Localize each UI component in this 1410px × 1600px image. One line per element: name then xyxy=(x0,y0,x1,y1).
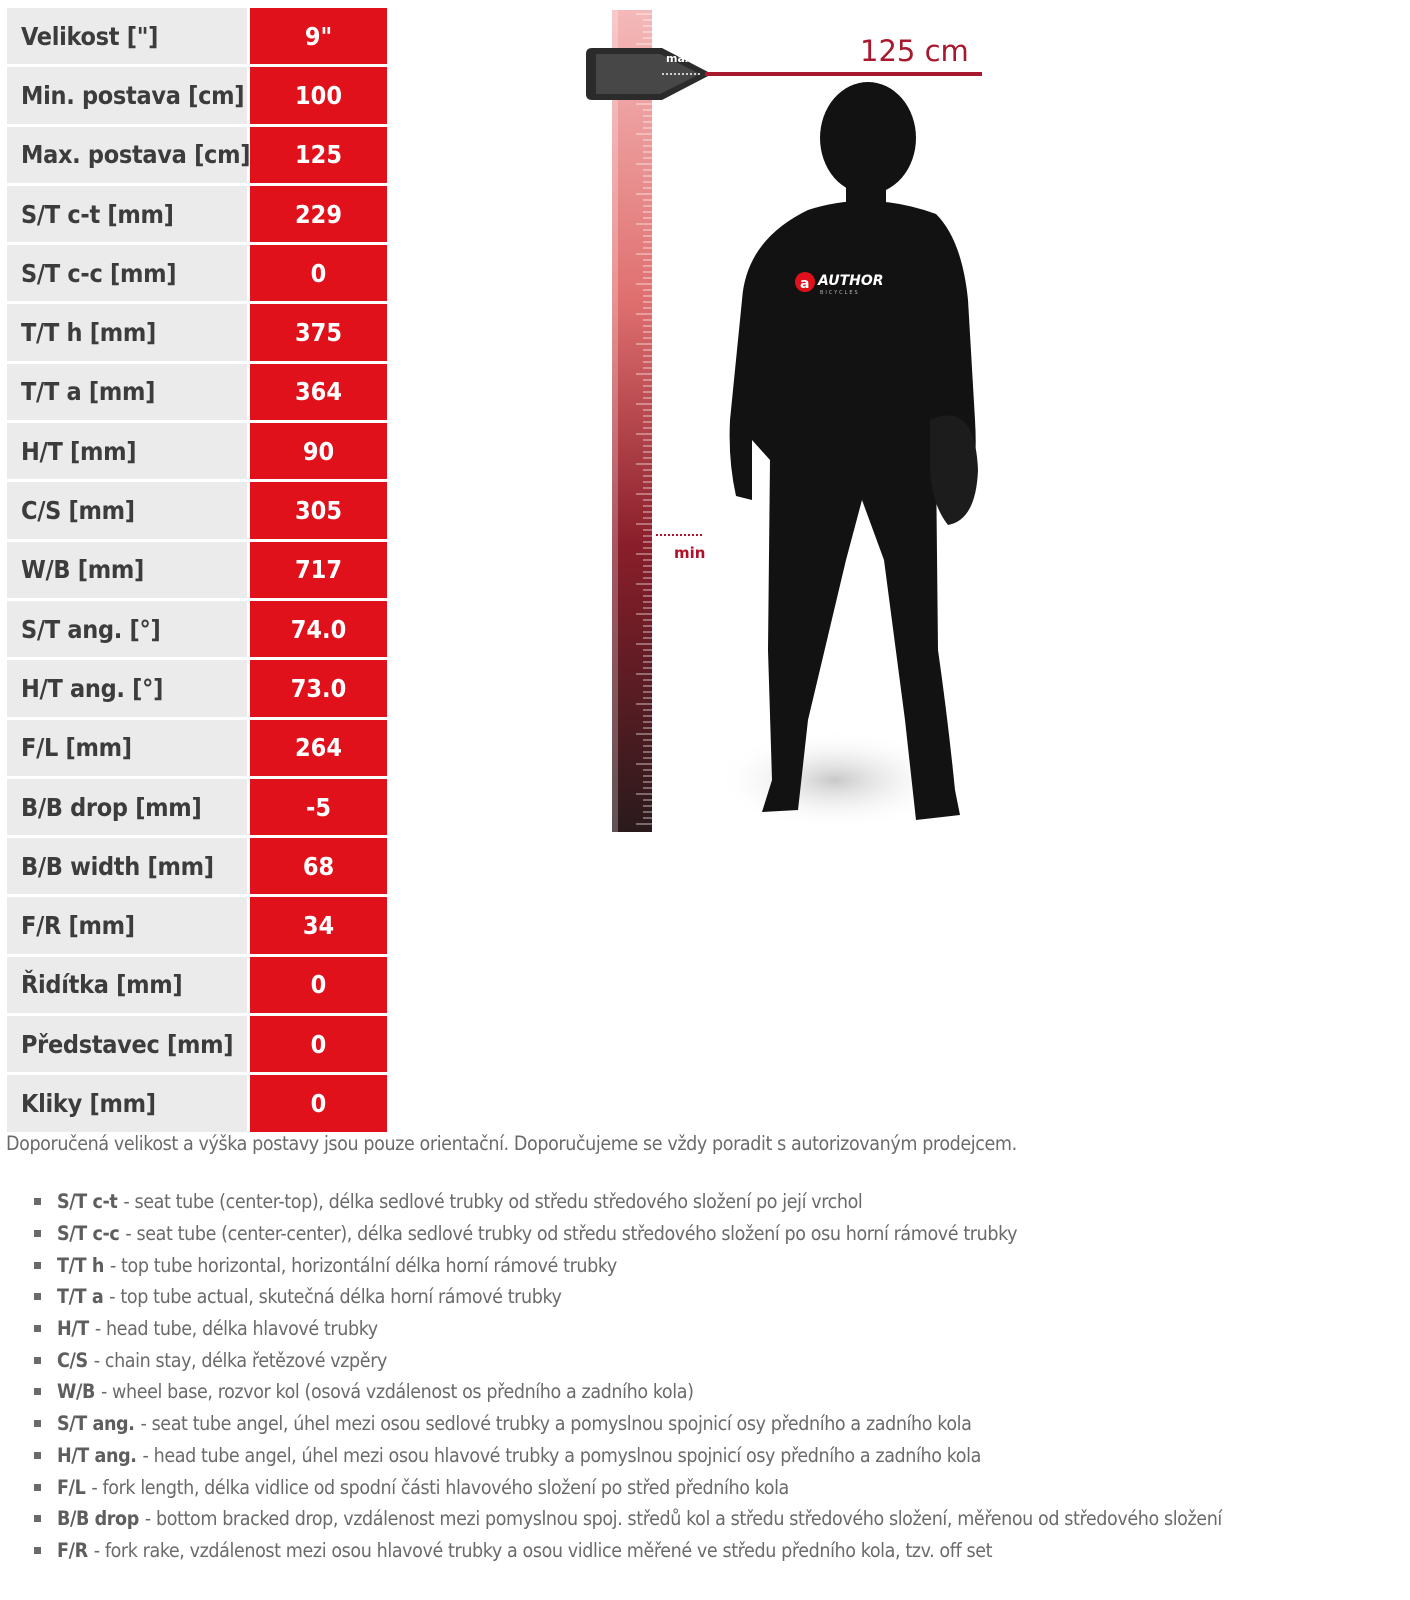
bullet-icon xyxy=(34,1452,41,1459)
row-value: 74.0 xyxy=(250,601,387,660)
legend-abbreviation: S/T c-c xyxy=(57,1222,120,1246)
legend-abbreviation: C/S xyxy=(57,1348,88,1372)
bullet-icon xyxy=(34,1262,41,1269)
row-label: F/L [mm] xyxy=(7,720,250,779)
row-value: 0 xyxy=(250,1016,387,1075)
table-row xyxy=(7,542,390,601)
list-item xyxy=(34,1440,1222,1472)
legend-abbreviation: B/B drop xyxy=(57,1507,139,1531)
table-row xyxy=(7,838,390,897)
table-row xyxy=(7,423,390,482)
table-row xyxy=(7,779,390,838)
list-item xyxy=(34,1249,1222,1281)
min-label: min xyxy=(674,544,706,562)
legend-abbreviation: T/T h xyxy=(57,1253,104,1277)
row-value: 73.0 xyxy=(250,660,387,719)
legend-description: - head tube angel, úhel mezi osou hlavové trubky a pomyslnou spojnicí osy předního a zadního kola xyxy=(142,1443,981,1467)
list-item xyxy=(34,1281,1222,1313)
legend-description: - seat tube angel, úhel mezi osou sedlové trubky a pomyslnou spojnicí osy předního a zadního kola xyxy=(140,1412,972,1436)
row-value: 125 xyxy=(250,127,387,186)
row-label: T/T a [mm] xyxy=(7,364,250,423)
legend-description: - seat tube (center-top), délka sedlové trubky od středu středového složení po její vrchol xyxy=(123,1190,863,1214)
table-row xyxy=(7,1016,390,1075)
table-row xyxy=(7,304,390,363)
legend-abbreviation: S/T c-t xyxy=(57,1190,118,1214)
bullet-icon xyxy=(34,1357,41,1364)
row-value: 305 xyxy=(250,482,387,541)
person-silhouette xyxy=(730,82,978,820)
table-row xyxy=(7,660,390,719)
legend-description: - head tube, délka hlavové trubky xyxy=(94,1317,378,1341)
table-row xyxy=(7,364,390,423)
row-label: H/T ang. [°] xyxy=(7,660,250,719)
row-value: 68 xyxy=(250,838,387,897)
legend-abbreviation: H/T xyxy=(57,1317,89,1341)
row-label: Min. postava [cm] xyxy=(7,67,250,126)
row-value: 717 xyxy=(250,542,387,601)
legend-abbreviation: F/R xyxy=(57,1538,88,1562)
row-label: Velikost ["] xyxy=(7,8,250,67)
bullet-icon xyxy=(34,1515,41,1522)
row-label: F/R [mm] xyxy=(7,897,250,956)
table-row xyxy=(7,897,390,956)
abbreviation-legend xyxy=(34,1186,1222,1566)
legend-abbreviation: T/T a xyxy=(57,1285,104,1309)
table-row xyxy=(7,186,390,245)
svg-text:a: a xyxy=(800,276,810,292)
list-item xyxy=(34,1503,1222,1535)
row-value: 0 xyxy=(250,1075,387,1134)
legend-description: - wheel base, rozvor kol (osová vzdálenost os předního a zadního kola) xyxy=(100,1380,694,1404)
row-value: 100 xyxy=(250,67,387,126)
bullet-icon xyxy=(34,1293,41,1300)
row-value: 90 xyxy=(250,423,387,482)
table-row xyxy=(7,8,390,67)
row-label: C/S [mm] xyxy=(7,482,250,541)
bullet-icon xyxy=(34,1484,41,1491)
row-label: S/T c-c [mm] xyxy=(7,245,250,304)
legend-description: - fork rake, vzdálenost mezi osou hlavové trubky a osou vidlice měřené ve středu předního kola, tzv. off set xyxy=(93,1538,993,1562)
legend-description: - top tube actual, skutečná délka horní rámové trubky xyxy=(109,1285,562,1309)
bullet-icon xyxy=(34,1230,41,1237)
table-row xyxy=(7,1075,390,1134)
list-item xyxy=(34,1471,1222,1503)
row-label: B/B drop [mm] xyxy=(7,779,250,838)
legend-abbreviation: S/T ang. xyxy=(57,1412,135,1436)
list-item xyxy=(34,1218,1222,1250)
row-value: 0 xyxy=(250,957,387,1016)
table-row xyxy=(7,127,390,186)
bullet-icon xyxy=(34,1198,41,1205)
row-value: 9" xyxy=(250,8,387,67)
list-item xyxy=(34,1186,1222,1218)
row-label: S/T c-t [mm] xyxy=(7,186,250,245)
table-row xyxy=(7,67,390,126)
bullet-icon xyxy=(34,1547,41,1554)
disclaimer-text: Doporučená velikost a výška postavy jsou pouze orientační. Doporučujeme se vždy poradit s autorizovaným prodejcem. xyxy=(6,1132,1017,1155)
bullet-icon xyxy=(34,1420,41,1427)
row-label: Max. postava [cm] xyxy=(7,127,250,186)
list-item xyxy=(34,1535,1222,1567)
row-value: 264 xyxy=(250,720,387,779)
list-item xyxy=(34,1313,1222,1345)
list-item xyxy=(34,1376,1222,1408)
height-illustration xyxy=(580,0,1000,840)
legend-abbreviation: F/L xyxy=(57,1475,86,1499)
legend-abbreviation: W/B xyxy=(57,1380,95,1404)
row-label: Představec [mm] xyxy=(7,1016,250,1075)
height-ruler xyxy=(612,10,652,832)
row-label: B/B width [mm] xyxy=(7,838,250,897)
list-item xyxy=(34,1408,1222,1440)
legend-description: - chain stay, délka řetězové vzpěry xyxy=(93,1348,387,1372)
legend-description: - fork length, délka vidlice od spodní části hlavového složení po střed předního kola xyxy=(91,1475,789,1499)
max-height-marker xyxy=(586,48,712,100)
legend-description: - top tube horizontal, horizontální délka horní rámové trubky xyxy=(109,1253,617,1277)
legend-description: - bottom bracked drop, vzdálenost mezi pomyslnou spoj. středů kol a středu středového složení, měřenou od středového složení xyxy=(144,1507,1222,1531)
height-value-label: 125 cm xyxy=(860,34,969,68)
row-value: -5 xyxy=(250,779,387,838)
bullet-icon xyxy=(34,1388,41,1395)
legend-abbreviation: H/T ang. xyxy=(57,1443,137,1467)
row-label: W/B [mm] xyxy=(7,542,250,601)
table-row xyxy=(7,957,390,1016)
geometry-table xyxy=(7,8,390,1135)
table-row xyxy=(7,245,390,304)
row-value: 0 xyxy=(250,245,387,304)
row-label: Kliky [mm] xyxy=(7,1075,250,1134)
row-label: Řidítka [mm] xyxy=(7,957,250,1016)
list-item xyxy=(34,1344,1222,1376)
svg-text:BICYCLES: BICYCLES xyxy=(820,290,860,296)
row-value: 229 xyxy=(250,186,387,245)
row-label: S/T ang. [°] xyxy=(7,601,250,660)
row-label: T/T h [mm] xyxy=(7,304,250,363)
bullet-icon xyxy=(34,1325,41,1332)
legend-description: - seat tube (center-center), délka sedlové trubky od středu středového složení po osu horní rámové trubky xyxy=(125,1222,1018,1246)
max-label: max xyxy=(666,52,692,65)
row-value: 364 xyxy=(250,364,387,423)
table-row xyxy=(7,601,390,660)
row-label: H/T [mm] xyxy=(7,423,250,482)
table-row xyxy=(7,720,390,779)
table-row xyxy=(7,482,390,541)
svg-text:AUTHOR: AUTHOR xyxy=(818,273,884,289)
row-value: 34 xyxy=(250,897,387,956)
row-value: 375 xyxy=(250,304,387,363)
